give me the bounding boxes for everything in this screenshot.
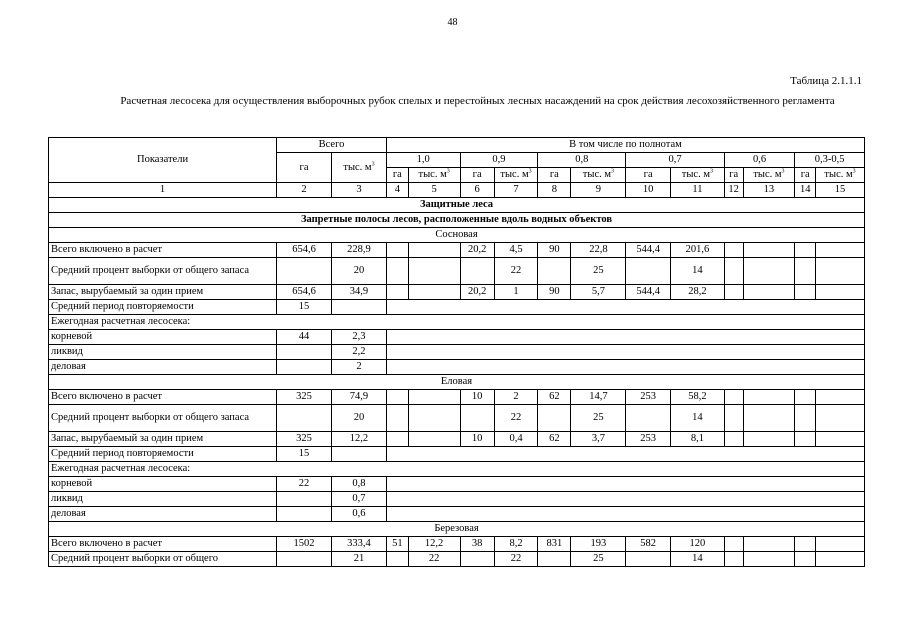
table-cell: 34,9: [332, 285, 387, 300]
column-number: 8: [538, 183, 571, 198]
table-cell: [386, 492, 864, 507]
table-cell: [408, 432, 460, 447]
table-cell: 58,2: [670, 390, 724, 405]
table-cell: 10: [460, 390, 494, 405]
table-cell: [626, 552, 671, 567]
page-number: 48: [447, 17, 458, 28]
table-cell: [724, 243, 743, 258]
table-row: [49, 507, 865, 522]
table-cell: 654,6: [277, 243, 332, 258]
table-cell: [386, 243, 408, 258]
column-number: 12: [724, 183, 743, 198]
table-cell: 3,7: [571, 432, 626, 447]
table-cell: 62: [538, 432, 571, 447]
table-cell: [743, 285, 795, 300]
table-cell: 20: [332, 405, 387, 432]
table-cell: 1502: [277, 537, 332, 552]
section-water-label: Запретные полосы лесов, расположенные вдоль водных объектов: [49, 213, 865, 228]
header-unit-thous: тыс. $м^3$: [743, 168, 795, 183]
table-cell: [816, 552, 865, 567]
row-label: Запас, вырубаемый за один прием: [49, 285, 277, 300]
table-cell: [386, 405, 408, 432]
table-cell: [386, 360, 864, 375]
table-cell: 21: [332, 552, 387, 567]
header-unit-ha: га: [460, 168, 494, 183]
table-cell: [626, 405, 671, 432]
table-cell: [743, 405, 795, 432]
table-cell: [795, 285, 816, 300]
column-number: 1: [49, 183, 277, 198]
table-cell: 51: [386, 537, 408, 552]
section-spruce-label: Еловая: [49, 375, 865, 390]
table-row: [49, 405, 865, 432]
table-cell: [816, 537, 865, 552]
table-cell: 20,2: [460, 243, 494, 258]
table-cell: 22: [494, 552, 538, 567]
table-cell: [743, 243, 795, 258]
table-cell: 74,9: [332, 390, 387, 405]
section-protective-label: Защитные леса: [49, 198, 865, 213]
row-label: Всего включено в расчет: [49, 537, 277, 552]
header-unit-thous: тыс. $м^3$: [670, 168, 724, 183]
column-number: 5: [408, 183, 460, 198]
table-cell: [743, 258, 795, 285]
table-cell: 14: [670, 552, 724, 567]
table-cell: [408, 258, 460, 285]
column-number: 13: [743, 183, 795, 198]
header-density: 0,7: [626, 153, 724, 168]
row-label: Средний процент выборки от общего запаса: [49, 405, 277, 432]
row-label: Средний период повторяемости: [49, 300, 277, 315]
table-cell: 5,7: [571, 285, 626, 300]
table-row: [49, 360, 865, 375]
header-unit-thous: тыс. $м^3$: [816, 168, 865, 183]
section-spruce: [49, 375, 865, 390]
table-cell: [277, 405, 332, 432]
row-label: Средний период повторяемости: [49, 447, 277, 462]
table-cell: [816, 285, 865, 300]
table-cell: 2,2: [332, 345, 387, 360]
row-label: корневой: [49, 330, 277, 345]
table-cell: [724, 258, 743, 285]
table-cell: 22: [277, 477, 332, 492]
table-cell: [277, 345, 332, 360]
column-number: 7: [494, 183, 538, 198]
table-cell: [724, 432, 743, 447]
column-number: 11: [670, 183, 724, 198]
table-cell: [743, 552, 795, 567]
section-water: [49, 213, 865, 228]
column-number: 3: [332, 183, 387, 198]
table-cell: [795, 405, 816, 432]
table-cell: 831: [538, 537, 571, 552]
table-cell: 8,2: [494, 537, 538, 552]
header-density: 0,8: [538, 153, 626, 168]
table-cell: [795, 537, 816, 552]
row-label: Запас, вырубаемый за один прием: [49, 432, 277, 447]
table-cell: 0,6: [332, 507, 387, 522]
table-row: [49, 447, 865, 462]
table-cell: [743, 537, 795, 552]
table-cell: 253: [626, 432, 671, 447]
table-row: [49, 258, 865, 285]
table-cell: [386, 345, 864, 360]
header-density: 0,6: [724, 153, 794, 168]
table-row: [49, 432, 865, 447]
table-row: [49, 462, 865, 477]
table-cell: [386, 258, 408, 285]
table-cell: [460, 258, 494, 285]
column-number: 9: [571, 183, 626, 198]
table-cell: 22: [494, 258, 538, 285]
table-cell: [743, 390, 795, 405]
table-cell: 193: [571, 537, 626, 552]
table-cell: 253: [626, 390, 671, 405]
table-cell: 14,7: [571, 390, 626, 405]
table-cell: [724, 390, 743, 405]
header-density: 0,3-0,5: [795, 153, 865, 168]
table-cell: 544,4: [626, 243, 671, 258]
table-cell: [816, 258, 865, 285]
header-unit-thous: тыс. $м^3$: [408, 168, 460, 183]
table-cell: [277, 507, 332, 522]
table-cell: 8,1: [670, 432, 724, 447]
row-label: корневой: [49, 477, 277, 492]
table-row: [49, 477, 865, 492]
table-cell: 25: [571, 258, 626, 285]
header-unit-ha: га: [795, 168, 816, 183]
column-number: 10: [626, 183, 671, 198]
table-row: [49, 345, 865, 360]
table-cell: [386, 447, 864, 462]
header-unit-thous: тыс. $м^3$: [571, 168, 626, 183]
table-cell: [743, 432, 795, 447]
table-cell: 333,4: [332, 537, 387, 552]
header-total: Всего: [277, 138, 387, 153]
table-cell: 12,2: [332, 432, 387, 447]
table-cell: [795, 432, 816, 447]
table-cell: 0,7: [332, 492, 387, 507]
table-cell: [724, 285, 743, 300]
table-cell: 20: [332, 258, 387, 285]
table-row: [49, 243, 865, 258]
table-cell: [795, 243, 816, 258]
table-cell: [332, 447, 387, 462]
table-cell: 14: [670, 258, 724, 285]
table-cell: 0,4: [494, 432, 538, 447]
header-indicators: Показатели: [49, 138, 277, 183]
table-cell: [408, 243, 460, 258]
table-cell: 15: [277, 300, 332, 315]
header-unit-ha: га: [626, 168, 671, 183]
table-cell: 12,2: [408, 537, 460, 552]
table-row: [49, 537, 865, 552]
table-cell: [408, 390, 460, 405]
table-cell: [724, 405, 743, 432]
table-row: [49, 300, 865, 315]
table-cell: [795, 552, 816, 567]
table-cell: 325: [277, 432, 332, 447]
table-cell: [386, 300, 864, 315]
table-cell: [816, 390, 865, 405]
table-row: [49, 315, 865, 330]
table-cell: 201,6: [670, 243, 724, 258]
table-cell: 14: [670, 405, 724, 432]
row-label: Ежегодная расчетная лесосека:: [49, 315, 865, 330]
table-cell: [538, 258, 571, 285]
table-cell: 62: [538, 390, 571, 405]
table-number: Таблица 2.1.1.1: [790, 75, 862, 87]
table-cell: 654,6: [277, 285, 332, 300]
table-row: [49, 492, 865, 507]
section-birch-label: Березовая: [49, 522, 865, 537]
table-cell: [386, 507, 864, 522]
row-label: деловая: [49, 360, 277, 375]
table-cell: [386, 432, 408, 447]
table-cell: [332, 300, 387, 315]
section-pine: [49, 228, 865, 243]
section-pine-label: Сосновая: [49, 228, 865, 243]
table-cell: [408, 285, 460, 300]
table-cell: [386, 477, 864, 492]
table-cell: 44: [277, 330, 332, 345]
table-cell: [795, 258, 816, 285]
table-cell: [277, 492, 332, 507]
header-unit-ha: га: [538, 168, 571, 183]
table-cell: 22: [408, 552, 460, 567]
header-density: 0,9: [460, 153, 538, 168]
table-cell: 90: [538, 285, 571, 300]
column-number: 15: [816, 183, 865, 198]
column-number: 2: [277, 183, 332, 198]
column-number: 14: [795, 183, 816, 198]
table-cell: 25: [571, 405, 626, 432]
table-cell: 28,2: [670, 285, 724, 300]
table-cell: 22,8: [571, 243, 626, 258]
table-cell: [277, 258, 332, 285]
header-total-thous: тыс. $м^3$: [332, 153, 387, 183]
header-total-ha: га: [277, 153, 332, 183]
table-cell: 228,9: [332, 243, 387, 258]
table-cell: [724, 552, 743, 567]
row-label: Средний процент выборки от общего запаса: [49, 258, 277, 285]
table-cell: 544,4: [626, 285, 671, 300]
table-cell: [816, 405, 865, 432]
table-cell: [816, 432, 865, 447]
row-label: ликвид: [49, 345, 277, 360]
table-cell: 2: [332, 360, 387, 375]
table-cell: 0,8: [332, 477, 387, 492]
table-cell: 325: [277, 390, 332, 405]
row-label: Средний процент выборки от общего: [49, 552, 277, 567]
table-cell: [538, 552, 571, 567]
row-label: Ежегодная расчетная лесосека:: [49, 462, 865, 477]
table-cell: 4,5: [494, 243, 538, 258]
table-cell: 1: [494, 285, 538, 300]
column-number: 4: [386, 183, 408, 198]
table-cell: [460, 552, 494, 567]
table-cell: 582: [626, 537, 671, 552]
table-cell: 10: [460, 432, 494, 447]
table-cell: [386, 390, 408, 405]
table-cell: [538, 405, 571, 432]
header-unit-thous: тыс. $м^3$: [494, 168, 538, 183]
row-label: Всего включено в расчет: [49, 390, 277, 405]
table-cell: 90: [538, 243, 571, 258]
table-caption: Расчетная лесосека для осуществления выборочных рубок спелых и перестойных лесных насаждений на срок действия лесохозяйственного регламента: [120, 95, 835, 107]
table-cell: [277, 360, 332, 375]
table-row: [49, 330, 865, 345]
header-density: 1,0: [386, 153, 460, 168]
table-cell: [816, 243, 865, 258]
table-cell: 2,3: [332, 330, 387, 345]
section-birch: [49, 522, 865, 537]
table-cell: [795, 390, 816, 405]
header-unit-ha: га: [724, 168, 743, 183]
section-protective: [49, 198, 865, 213]
table-cell: 22: [494, 405, 538, 432]
row-label: деловая: [49, 507, 277, 522]
row-label: Всего включено в расчет: [49, 243, 277, 258]
table-cell: 120: [670, 537, 724, 552]
table-row: [49, 552, 865, 567]
table-cell: [408, 405, 460, 432]
table-cell: [277, 552, 332, 567]
header-incl: В том числе по полнотам: [386, 138, 864, 153]
row-label: ликвид: [49, 492, 277, 507]
header-unit-ha: га: [386, 168, 408, 183]
table-cell: [386, 285, 408, 300]
table-cell: [386, 330, 864, 345]
table-cell: 38: [460, 537, 494, 552]
column-number: 6: [460, 183, 494, 198]
table-cell: 15: [277, 447, 332, 462]
table-cell: [460, 405, 494, 432]
table-row: [49, 390, 865, 405]
table-cell: [724, 537, 743, 552]
table-cell: 25: [571, 552, 626, 567]
table-cell: 20,2: [460, 285, 494, 300]
table-row: [49, 285, 865, 300]
calculation-table: [48, 137, 865, 567]
table-cell: 2: [494, 390, 538, 405]
table-cell: [626, 258, 671, 285]
table-cell: [386, 552, 408, 567]
